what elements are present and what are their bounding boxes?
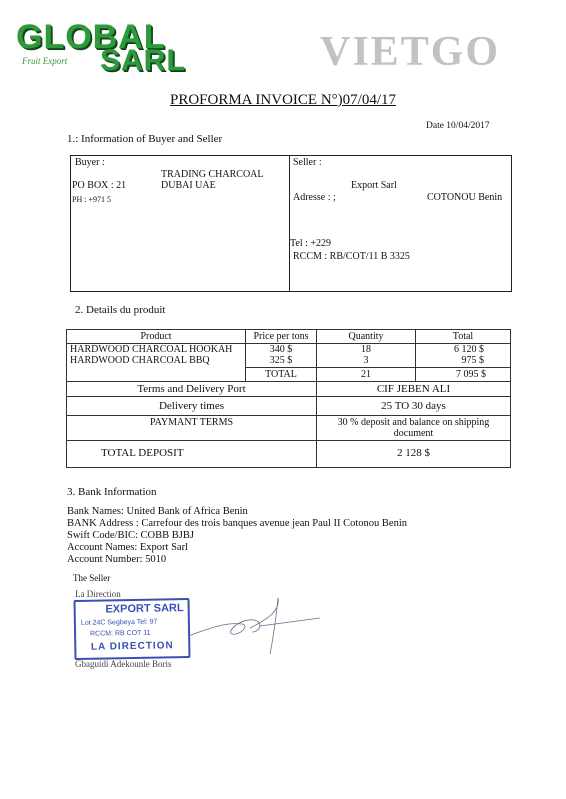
section3-heading: 3. Bank Information bbox=[67, 486, 157, 498]
account-name: Account Names: Export Sarl bbox=[67, 542, 189, 553]
col-header-quantity: Quantity bbox=[317, 330, 416, 344]
total-amount: 7 095 $ bbox=[416, 368, 511, 382]
product-name: HARDWOOD CHARCOAL HOOKAH bbox=[70, 344, 233, 355]
delivery-label: Delivery times bbox=[67, 397, 317, 416]
col-header-total: Total bbox=[416, 330, 511, 344]
terms-row bbox=[67, 382, 511, 397]
seller-city: COTONOU Benin bbox=[427, 192, 503, 203]
delivery-value: 25 TO 30 days bbox=[317, 397, 511, 416]
buyer-company: TRADING CHARCOAL bbox=[161, 169, 264, 180]
payment-value: 30 % deposit and balance on shipping document bbox=[317, 416, 511, 441]
table-row bbox=[67, 344, 511, 368]
deposit-row bbox=[67, 441, 511, 468]
invoice-date: Date 10/04/2017 bbox=[426, 121, 490, 131]
vietgo-watermark: VIETGO bbox=[320, 29, 501, 75]
table-total-row bbox=[67, 368, 511, 382]
total-quantity: 21 bbox=[317, 368, 416, 382]
product-price: 325 $ bbox=[269, 355, 293, 366]
col-header-product: Product bbox=[67, 330, 246, 344]
product-price: 340 $ bbox=[269, 344, 293, 355]
bank-address: BANK Address : Carrefour des trois banques avenue jean Paul II Cotonou Benin bbox=[67, 518, 408, 529]
seller-label: Seller : bbox=[293, 157, 322, 168]
invoice-title: PROFORMA INVOICE N°)07/04/17 bbox=[169, 92, 397, 108]
seller-tel: Tel : +229 bbox=[290, 238, 332, 249]
buyer-city: DUBAI UAE bbox=[161, 180, 216, 191]
account-number: Account Number: 5010 bbox=[67, 554, 167, 565]
buyer-seller-box bbox=[70, 155, 512, 292]
bank-name: Bank Names: United Bank of Africa Benin bbox=[67, 506, 248, 517]
swift-code: Swift Code/BIC: COBB BJBJ bbox=[67, 530, 194, 541]
seller-address-label: Adresse : ; bbox=[293, 192, 336, 203]
company-seal-stamp bbox=[73, 598, 190, 660]
payment-row bbox=[67, 416, 511, 441]
seller-rccm: RCCM : RB/COT/11 B 3325 bbox=[293, 251, 410, 262]
bank-info bbox=[67, 506, 407, 566]
product-total: 6 120 $ bbox=[454, 344, 484, 355]
seal-line2: RCCM: RB COT 11 bbox=[90, 629, 151, 638]
terms-label: Terms and Delivery Port bbox=[67, 382, 317, 397]
col-header-price: Price per tons bbox=[246, 330, 317, 344]
section1-heading: 1.: Information of Buyer and Seller bbox=[67, 133, 223, 145]
product-total: 975 $ bbox=[461, 355, 484, 366]
buyer-phone: PH : +971 5 bbox=[72, 195, 111, 204]
buyer-po-box: PO BOX : 21 bbox=[72, 180, 127, 191]
the-seller-label: The Seller bbox=[73, 573, 111, 583]
section2-heading: 2. Details du produit bbox=[75, 304, 166, 316]
product-quantity: 3 bbox=[363, 355, 369, 366]
delivery-row bbox=[67, 397, 511, 416]
handwritten-signature-icon bbox=[180, 588, 330, 658]
company-logo-sarl: SARL bbox=[100, 44, 186, 77]
table-header-row bbox=[67, 330, 511, 344]
seal-footer: LA DIRECTION bbox=[90, 640, 174, 653]
seal-line1: Lot 24C Segbeya Tel: 97 bbox=[80, 618, 158, 627]
payment-label: PAYMANT TERMS bbox=[67, 416, 317, 441]
terms-value: CIF JEBEN ALI bbox=[317, 382, 511, 397]
seal-company: EXPORT SARL bbox=[105, 602, 184, 616]
total-label: TOTAL bbox=[246, 368, 317, 382]
product-table bbox=[66, 329, 511, 468]
company-logo-tagline: Fruit Export bbox=[22, 56, 68, 66]
box-divider bbox=[289, 156, 290, 291]
signer-name: Gbaguidi Adekounle Boris bbox=[75, 659, 172, 669]
seller-company: Export Sarl bbox=[351, 180, 397, 191]
company-logo-global: GLOBAL bbox=[16, 18, 166, 56]
deposit-label: TOTAL DEPOSIT bbox=[67, 441, 317, 468]
product-name: HARDWOOD CHARCOAL BBQ bbox=[70, 355, 210, 366]
la-direction-label: La Direction bbox=[75, 589, 121, 599]
product-quantity: 18 bbox=[361, 344, 371, 355]
buyer-label: Buyer : bbox=[75, 157, 105, 168]
deposit-value: 2 128 $ bbox=[317, 441, 511, 468]
